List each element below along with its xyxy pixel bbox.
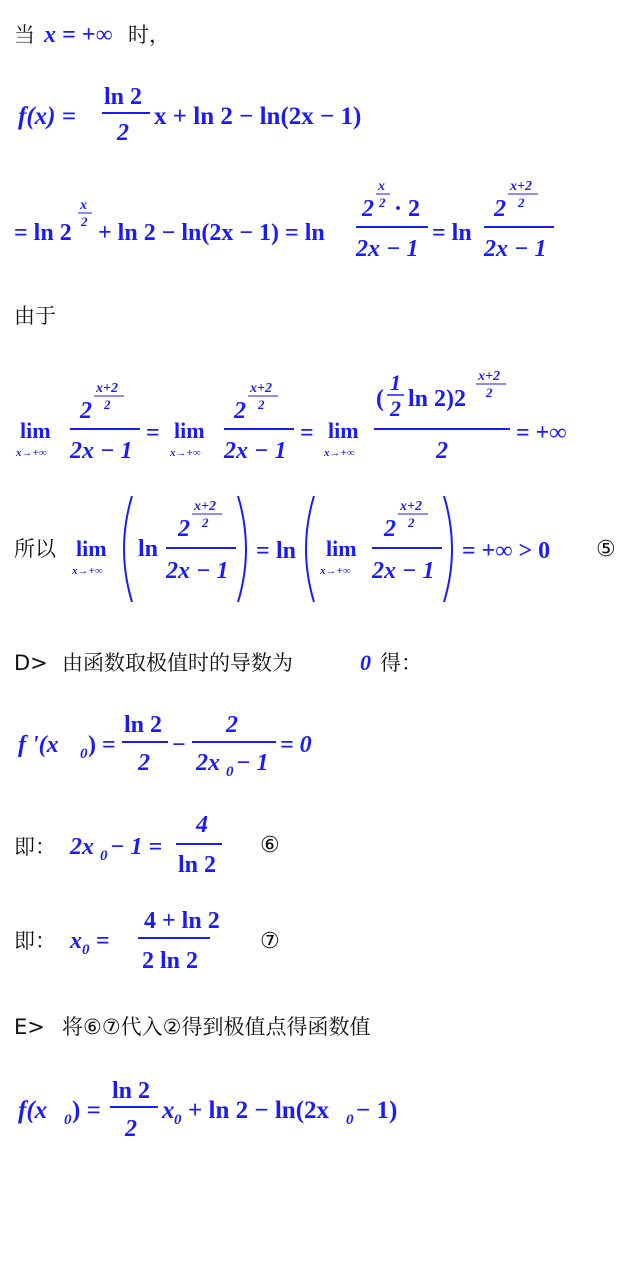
final-lhs-b: ) = bbox=[72, 1097, 101, 1124]
lim3-word: lim bbox=[328, 418, 359, 443]
derivative-svg bbox=[0, 706, 640, 786]
eq6-num: 4 bbox=[196, 812, 208, 838]
deriv-rhs: = 0 bbox=[280, 732, 312, 758]
deriv-lhs-sub: 0 bbox=[80, 746, 88, 762]
lim3-half-num: 1 bbox=[390, 370, 401, 395]
rw-num1: 2 bbox=[362, 196, 374, 222]
therefore-line bbox=[0, 486, 640, 612]
intro-line bbox=[0, 14, 640, 54]
lim3-result: = +∞ bbox=[516, 420, 567, 446]
eq-f-tail: x + ln 2 − ln(2x − 1) bbox=[154, 103, 362, 130]
tf-ln1: ln bbox=[138, 536, 159, 562]
final-tail-sub: 0 bbox=[346, 1112, 354, 1128]
derivative-line bbox=[0, 706, 640, 786]
rw-num2-exp-num: x+2 bbox=[510, 179, 532, 194]
final-x: x bbox=[162, 1097, 175, 1124]
since-label: 由于 bbox=[14, 304, 56, 328]
tf-lim2-sub: x→+∞ bbox=[320, 565, 351, 577]
marker-5: ⑤ bbox=[596, 537, 616, 562]
tf-lim1-sub: x→+∞ bbox=[72, 565, 103, 577]
lim2-den: 2x − 1 bbox=[224, 438, 287, 464]
intro-prefix: 当 bbox=[14, 23, 35, 47]
equation-rewrite-svg bbox=[0, 172, 640, 272]
marker-7: ⑦ bbox=[260, 929, 280, 954]
step-d-prefix: D> bbox=[14, 651, 48, 675]
deriv-den2-sub: 0 bbox=[226, 764, 234, 780]
equation-6-svg bbox=[0, 812, 640, 882]
lim3-exp-den: 2 bbox=[486, 385, 493, 400]
lim3-den: 2 bbox=[436, 438, 448, 464]
step-d-svg bbox=[0, 646, 640, 682]
therefore-svg bbox=[0, 486, 640, 612]
tf-num2: 2 bbox=[384, 516, 396, 542]
rw-den1: 2x − 1 bbox=[356, 236, 419, 262]
tf-exp2-den: 2 bbox=[408, 515, 415, 530]
lim1-exp-num: x+2 bbox=[96, 381, 118, 396]
final-den: 2 bbox=[125, 1116, 137, 1142]
tf-ln2: ln bbox=[276, 538, 297, 564]
lim3-sub: x→+∞ bbox=[324, 447, 355, 459]
since-line bbox=[0, 296, 640, 332]
lim3-num-tail: ln 2)2 bbox=[408, 386, 467, 412]
final-lhs-sub: 0 bbox=[64, 1112, 72, 1128]
rw-exp1: x bbox=[80, 198, 87, 213]
lim1-num: 2 bbox=[80, 398, 92, 424]
tf-den1: 2x − 1 bbox=[166, 558, 229, 584]
lim2-sub: x→+∞ bbox=[170, 447, 201, 459]
equation-6 bbox=[0, 812, 640, 882]
step-e-line bbox=[0, 1010, 640, 1046]
deriv-lhs-end: ) = bbox=[88, 732, 116, 758]
final-tail-a: + ln 2 − ln(2x bbox=[188, 1097, 330, 1124]
eq-f-den: 2 bbox=[117, 120, 129, 146]
eq7-num: 4 + ln 2 bbox=[144, 908, 220, 934]
lim1-den: 2x − 1 bbox=[70, 438, 133, 464]
deriv-den2-a: 2x bbox=[196, 750, 220, 776]
eq6-lhs-a: 2x bbox=[70, 834, 94, 860]
tf-exp1-den: 2 bbox=[202, 515, 209, 530]
tf-eq-ln: = bbox=[256, 538, 270, 564]
step-d-zero: 0 bbox=[360, 650, 371, 675]
equation-7-svg bbox=[0, 906, 640, 978]
tf-den2: 2x − 1 bbox=[372, 558, 435, 584]
rw-mid: + ln 2 − ln(2x − 1) = ln bbox=[98, 220, 325, 246]
eq7-sub: 0 bbox=[82, 942, 90, 958]
rw-start: = ln 2 bbox=[14, 220, 72, 246]
tf-exp1-num: x+2 bbox=[194, 499, 216, 514]
equation-rewrite bbox=[0, 172, 640, 272]
deriv-num1: ln 2 bbox=[124, 712, 163, 738]
tf-exp2-num: x+2 bbox=[400, 499, 422, 514]
final-equation bbox=[0, 1074, 640, 1146]
lim1-eq: = bbox=[146, 420, 160, 446]
step-d-line bbox=[0, 646, 640, 682]
deriv-num2: 2 bbox=[226, 712, 238, 738]
step-e-prefix: E> bbox=[14, 1015, 45, 1039]
deriv-minus: − bbox=[172, 732, 186, 758]
lim3-open: ( bbox=[376, 386, 384, 412]
lim3-exp-num: x+2 bbox=[478, 369, 500, 384]
intro-condition: x = +∞ bbox=[44, 22, 113, 48]
intro-svg bbox=[0, 14, 640, 54]
final-tail-b: − 1) bbox=[356, 1097, 398, 1124]
final-equation-svg bbox=[0, 1074, 640, 1146]
tf-num1: 2 bbox=[178, 516, 190, 542]
eq6-den: ln 2 bbox=[178, 852, 217, 878]
eq6-label: 即： bbox=[14, 835, 56, 859]
rw-den2: 2x − 1 bbox=[484, 236, 547, 262]
deriv-den2-b: − 1 bbox=[236, 750, 269, 776]
therefore-result: = +∞ > 0 bbox=[462, 538, 551, 564]
deriv-den1: 2 bbox=[138, 750, 150, 776]
rw-exp1-den: 2 bbox=[81, 214, 88, 229]
deriv-lhs: f '(x bbox=[18, 732, 59, 758]
eq7-eq: = bbox=[96, 928, 110, 954]
tf-lim2-word: lim bbox=[326, 536, 357, 561]
step-e-text: 将⑥⑦代入②得到极值点得函数值 bbox=[62, 1015, 371, 1039]
lim1-exp-den: 2 bbox=[104, 397, 111, 412]
marker-6: ⑥ bbox=[260, 833, 280, 858]
tf-lim1-word: lim bbox=[76, 536, 107, 561]
equation-f-svg bbox=[0, 80, 640, 150]
final-lhs-a: f(x bbox=[18, 1097, 48, 1124]
eq7-den: 2 ln 2 bbox=[142, 948, 199, 974]
rw-num1-exp-den: 2 bbox=[379, 195, 386, 210]
limit-svg bbox=[0, 360, 640, 470]
rw-num1-exp-num: x bbox=[378, 179, 385, 194]
equation-7 bbox=[0, 906, 640, 978]
eq-f-num: ln 2 bbox=[104, 84, 143, 110]
final-num: ln 2 bbox=[112, 1078, 151, 1104]
eq7-lhs: x bbox=[70, 928, 82, 954]
lim2-exp-den: 2 bbox=[258, 397, 265, 412]
final-x-sub: 0 bbox=[174, 1112, 182, 1128]
equation-f bbox=[0, 80, 640, 150]
step-d-text: 由函数取极值时的导数为 bbox=[62, 651, 293, 675]
eq7-label: 即： bbox=[14, 929, 56, 953]
rw-num1-tail: · 2 bbox=[394, 196, 421, 222]
lim1-sub: x→+∞ bbox=[16, 447, 47, 459]
step-d-suffix: 得： bbox=[380, 651, 422, 675]
rw-num2-exp-den: 2 bbox=[518, 195, 525, 210]
lim2-word: lim bbox=[174, 418, 205, 443]
intro-suffix: 时， bbox=[128, 23, 170, 47]
lim1-word: lim bbox=[20, 418, 51, 443]
limit-line bbox=[0, 360, 640, 470]
therefore-label: 所以 bbox=[14, 537, 56, 561]
step-e-svg bbox=[0, 1010, 640, 1046]
eq6-lhs-b: − 1 = bbox=[110, 834, 163, 860]
lim3-half-den: 2 bbox=[390, 396, 401, 421]
rw-num2: 2 bbox=[494, 196, 506, 222]
rw-eq2: = ln bbox=[432, 220, 472, 246]
eq-f-lhs: f(x) = bbox=[18, 103, 76, 130]
lim2-eq: = bbox=[300, 420, 314, 446]
eq6-sub: 0 bbox=[100, 848, 108, 864]
lim2-num: 2 bbox=[234, 398, 246, 424]
lim2-exp-num: x+2 bbox=[250, 381, 272, 396]
